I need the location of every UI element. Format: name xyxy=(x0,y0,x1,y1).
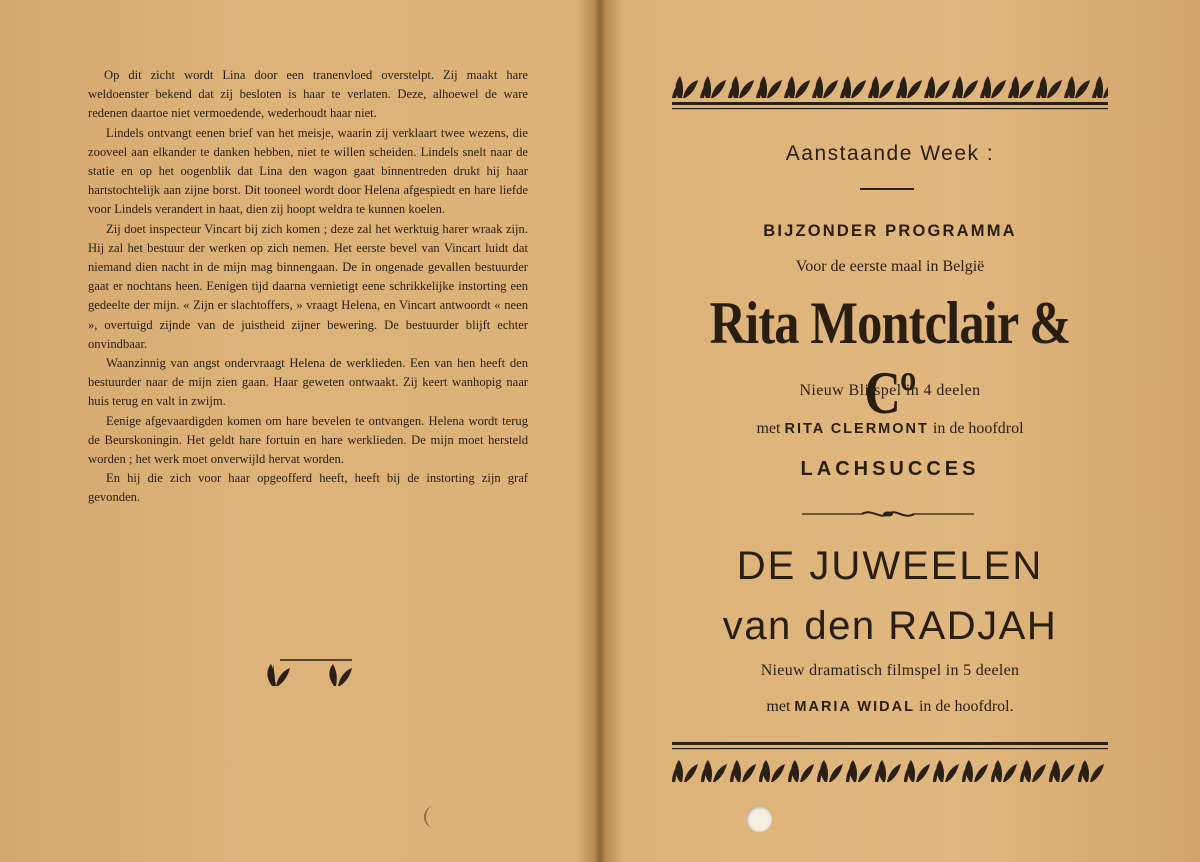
left-page xyxy=(0,0,598,862)
film1-cast xyxy=(664,420,1116,438)
decorative-border-top-icon xyxy=(672,70,1108,116)
story-paragraph: Op dit zicht wordt Lina door een tranenvloed overstelpt. Zij maakt hare weldoenster bekend dat zij besloten is haar te verlaten. Deze, alhoewel de ware redenen daartoe niet vermoedende, wederhoudt haar niet. xyxy=(88,68,528,121)
cast-suffix: in de hoofdrol. xyxy=(918,698,1014,715)
story-paragraph: Zij doet inspecteur Vincart bij zich komen ; deze zal het werktuig harer wraak zijn. Hij zal het bestuur der werken op zich nemen. Het eerste bevel van Vincart luidt dat niemand dien nacht in de mijn mag binnengaan. De in ongenade gevallen bestuurder gaat er nochtans heen. Eenigen tijd daarna vernietigt eene schrikkelijke instorting een gedeelte der mijn. « Zijn er slachtoffers, » vraagt Helena, en Vincart antwoordt « neen », overtuigd zijnde van de juistheid zijner bewering. De bestuurder blijft echter onvindbaar. xyxy=(88,221,528,351)
film1-title: Rita Montclair & Cº xyxy=(709,290,1071,426)
story-text xyxy=(88,66,528,508)
story-paragraph: Waanzinnig van angst ondervraagt Helena de werklieden. Een van hen heeft den bestuurder naar de mijn zien gaan. Haar geweten ontwaakt. Zij keert wanhopig naar huis terug en valt in zwijm. xyxy=(88,356,528,409)
special-program-label: BIJZONDER PROGRAMMA xyxy=(763,222,1017,240)
swash-divider-icon xyxy=(802,506,974,522)
punch-hole xyxy=(746,806,772,832)
decorative-border-bottom-icon xyxy=(672,740,1108,790)
tulip-ornament-icon xyxy=(262,656,362,690)
cast-prefix: met xyxy=(756,420,781,437)
punch-mark xyxy=(424,806,444,828)
cast-suffix: in de hoofdrol xyxy=(932,420,1024,437)
upcoming-week-heading: Aanstaande Week : xyxy=(785,142,995,165)
first-time-note: Voor de eerste maal in België xyxy=(795,258,985,275)
film2-cast xyxy=(664,698,1116,716)
story-paragraph: En hij die zich voor haar opgeofferd heeft, heeft bij de instorting zijn graf gevonden. xyxy=(88,471,528,505)
film2-subtitle: Nieuw dramatisch filmspel in 5 deelen xyxy=(760,662,1020,679)
cast-name: MARIA WIDAL xyxy=(794,699,915,715)
divider xyxy=(860,188,914,190)
film2-title-line1: DE JUWEELEN xyxy=(736,544,1044,588)
cast-prefix: met xyxy=(766,698,791,715)
right-page xyxy=(602,0,1200,862)
film1-subtitle: Nieuw Blijspel in 4 deelen xyxy=(799,382,981,399)
story-paragraph: Eenige afgevaardigden komen om hare bevelen te ontvangen. Helena wordt terug de Beurskoningin. Het geldt hare fortuin en hare werklieden. De mijn moet hersteld worden ; het werk moet onverwijld hervat worden. xyxy=(88,413,528,467)
film1-tagline: LACHSUCCES xyxy=(800,458,980,480)
cast-name: RITA CLERMONT xyxy=(784,421,929,437)
story-paragraph: Lindels ontvangt eenen brief van het meisje, waarin zij verklaart twee wezens, die zooveel aan elkander te danken hebben, niet te willen scheiden. Lindels snelt naar de statie en op het oogenblik dat Lina den wagon gaat binnentreden drukt hij haar hartstochtelijk aan zijne borst. Dit tooneel wordt door Helena afgespiedt en hare liefde voor Lindels verandert in haat, dien zij hoopt weldra te kunnen koelen. xyxy=(88,125,528,217)
film2-title-line2: van den RADJAH xyxy=(722,604,1058,648)
